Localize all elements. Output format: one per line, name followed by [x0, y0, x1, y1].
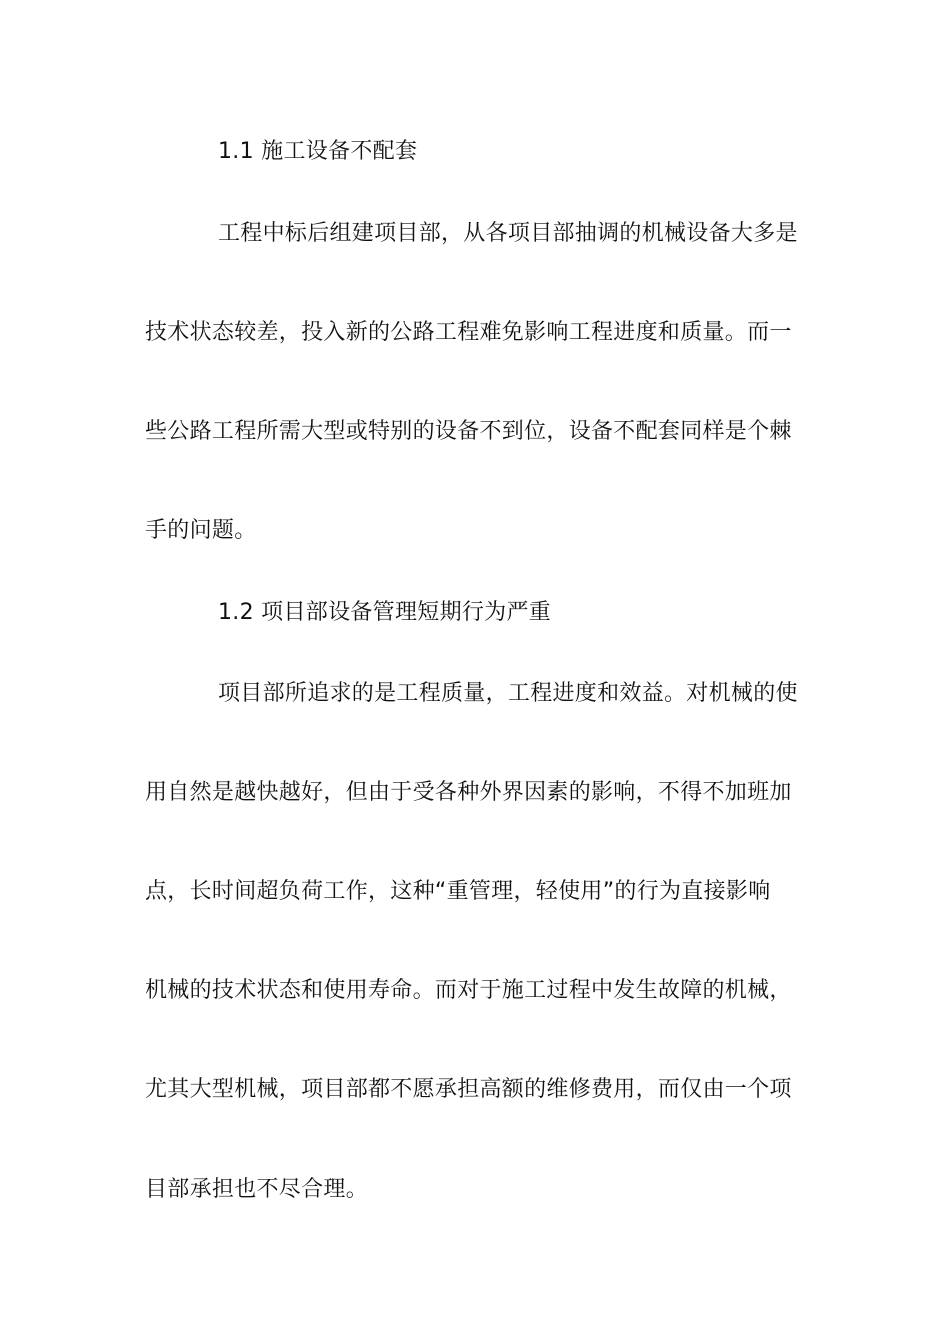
paragraph-2-line-3: 点，长时间超负荷工作，这种“重管理，轻使用”的行为直接影响: [145, 879, 771, 904]
section-heading-1-2: 1.2 项目部设备管理短期行为严重: [218, 600, 552, 625]
section-heading-1-1: 1.1 施工设备不配套: [218, 139, 418, 164]
paragraph-1-line-1: 工程中标后组建项目部，从各项目部抽调的机械设备大多是: [218, 221, 798, 246]
paragraph-1-line-2: 技术状态较差，投入新的公路工程难免影响工程进度和质量。而一: [145, 320, 792, 345]
paragraph-2-line-5: 尤其大型机械，项目部都不愿承担高额的维修费用，而仅由一个项: [145, 1077, 792, 1102]
paragraph-1-line-4: 手的问题。: [145, 518, 257, 543]
paragraph-1-line-3: 些公路工程所需大型或特别的设备不到位，设备不配套同样是个棘: [145, 419, 792, 444]
paragraph-2-line-4: 机械的技术状态和使用寿命。而对于施工过程中发生故障的机械，: [145, 978, 792, 1003]
paragraph-2-line-2: 用自然是越快越好，但由于受各种外界因素的影响，不得不加班加: [145, 780, 792, 805]
paragraph-2-line-6: 目部承担也不尽合理。: [145, 1177, 369, 1202]
paragraph-2-line-1: 项目部所追求的是工程质量，工程进度和效益。对机械的使: [218, 681, 798, 706]
